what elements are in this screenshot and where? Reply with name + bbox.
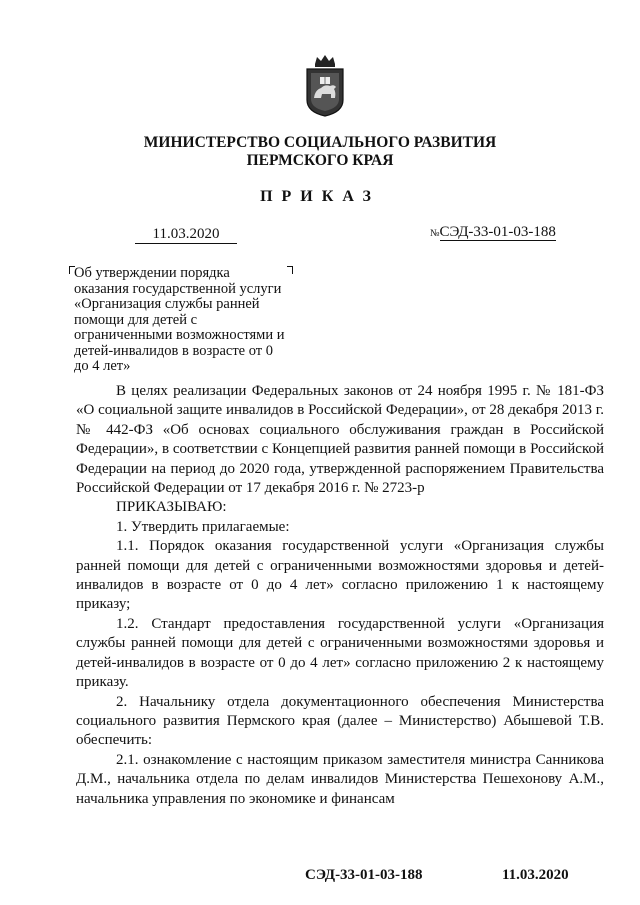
clause-2-1: 2.1. ознакомление с настоящим приказом заместителя министра Санникова Д.М., начальника отдела по делам инвалидов Министерства Пешехонову А.М., начальника управления по экономике и финансам: [76, 751, 604, 807]
order-subject: [74, 266, 309, 375]
subject-line: «Организация службы ранней: [74, 296, 260, 312]
clause-2: 2. Начальнику отдела документационного обеспечения Министерства социального развития Пермского края (далее – Министерство) Абышевой Т.В. обеспечить:: [76, 693, 604, 749]
order-date: 11.03.2020: [135, 226, 237, 244]
order-number-value: СЭД-33-01-03-188: [439, 224, 556, 240]
subject-line: детей-инвалидов в возрасте от 0: [74, 342, 273, 359]
subject-line: до 4 лет»: [74, 358, 131, 374]
subject-line: помощи для детей с: [74, 311, 198, 328]
subject-line: Об утверждении порядка: [74, 265, 230, 281]
subject-line: ограниченными возможностями и: [74, 327, 285, 343]
footer-document-number: СЭД-33-01-03-188: [305, 867, 423, 883]
footer-document-date: 11.03.2020: [502, 867, 569, 883]
ministry-name-line2: ПЕРМСКОГО КРАЯ: [246, 152, 394, 169]
subject-line: оказания государственной услуги: [74, 280, 282, 297]
ministry-name-line1: МИНИСТЕРСТВО СОЦИАЛЬНОГО РАЗВИТИЯ: [143, 134, 497, 151]
order-body: [76, 382, 604, 809]
clause-1-1: 1.1. Порядок оказания государственной услуги «Организация службы ранней помощи для детей с ограниченными возможностями здоровья и детей-инвалидов в возрасте от 0 до 4 лет» согласно приложению 1 к настоящему приказу;: [76, 538, 604, 613]
coat-of-arms-icon: [303, 54, 347, 118]
order-number: [430, 224, 556, 242]
clause-1-2: 1.2. Стандарт предоставления государственной услуги «Организация службы ранней помощи для детей с ограниченными возможностями здоровья и детей-инвалидов в возрасте от 0 до 4 лет» согласно приложению 2 к настоящему приказу.: [76, 615, 604, 691]
clause-1: 1. Утвердить прилагаемые:: [116, 518, 290, 535]
document-type-title: ПРИКАЗ: [260, 188, 380, 205]
order-directive: ПРИКАЗЫВАЮ:: [116, 499, 227, 516]
number-sign: №: [430, 228, 440, 239]
preamble-paragraph: В целях реализации Федеральных законов от 24 ноября 1995 г. № 181-ФЗ «О социальной защите инвалидов в Российской Федерации», от 28 декабря 2013 г. № 442-ФЗ «Об основах социального обслуживания граждан в Российской Федерации», в соответствии с Концепцией развития ранней помощи в Российской Федерации на период до 2020 года, утвержденной распоряжением Правительства Российской Федерации от 17 декабря 2016 г. № 2723-р: [76, 383, 604, 497]
